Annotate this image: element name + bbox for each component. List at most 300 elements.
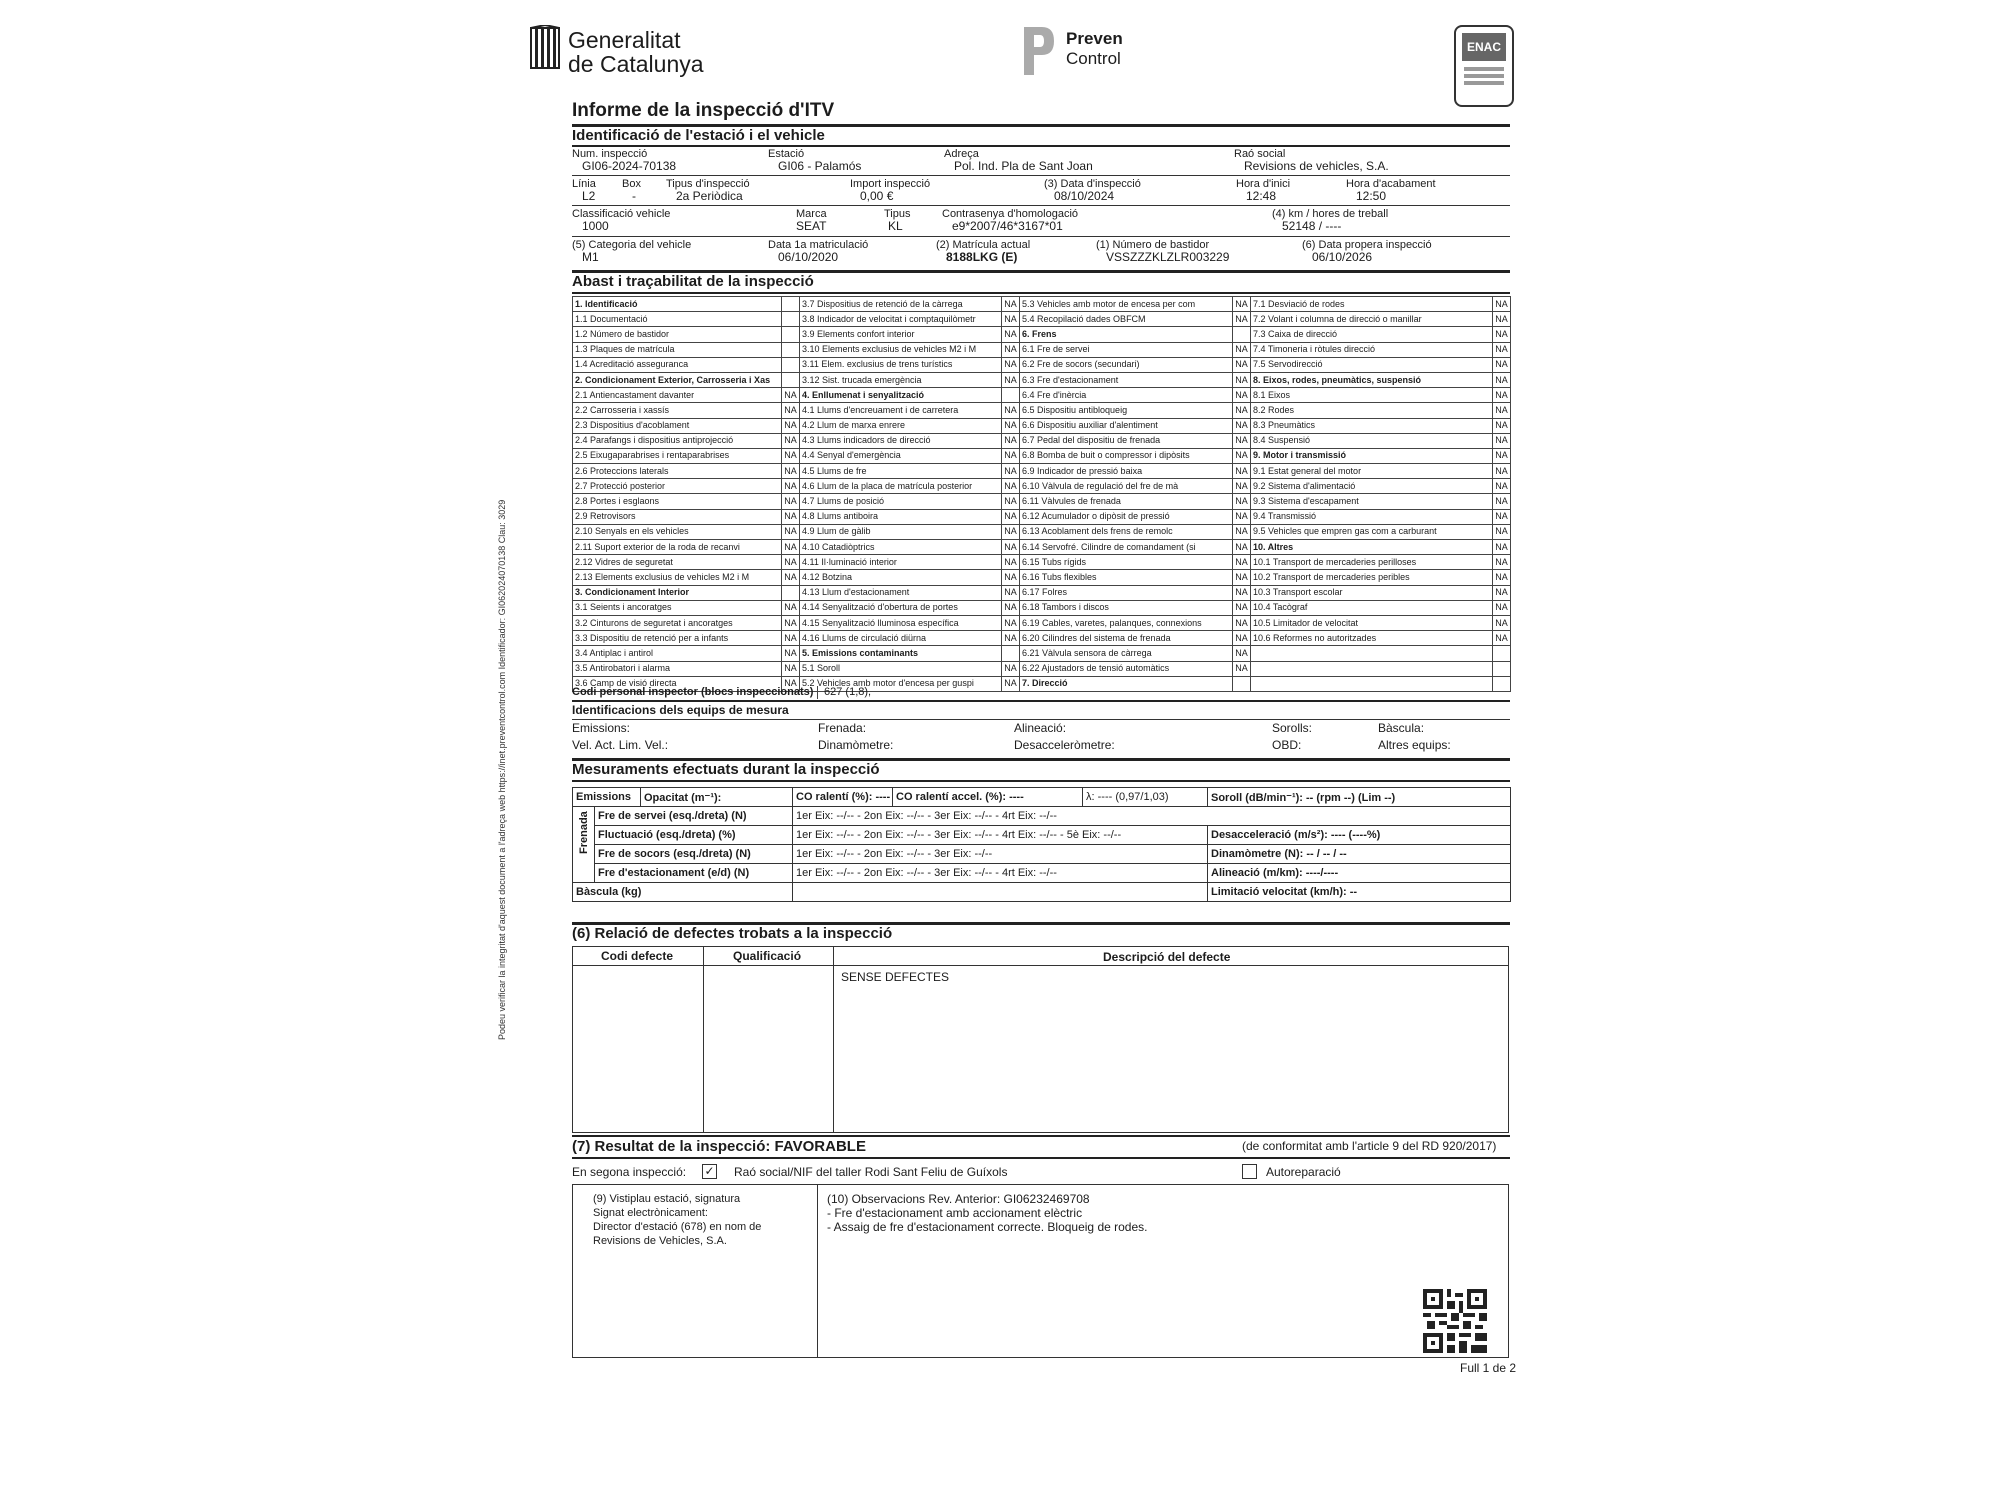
scope-item: 6.22 Ajustadors de tensió automàtics [1020, 661, 1233, 676]
equip-frenada: Frenada: [818, 721, 867, 735]
scope-status: NA [1493, 327, 1511, 342]
equip-block [572, 722, 1510, 756]
scope-status: NA [1002, 357, 1020, 372]
defects-text: SENSE DEFECTES [841, 970, 950, 984]
value-matricula: 8188LKG (E) [946, 250, 1018, 264]
section-ident-title: Identificació de l'estació i el vehicle [572, 127, 825, 144]
scope-status: NA [1002, 524, 1020, 539]
scope-status: NA [1493, 615, 1511, 630]
verification-note: Podeu verificar la integritat d'aquest document a l'adreça web https://inet.preventcontrol.com Identificador: GI062024070138 Clau: 3029 [497, 499, 507, 1040]
scope-item: 10. Altres [1251, 540, 1493, 555]
scope-status: NA [782, 676, 800, 691]
label-tipus-inspeccio: Tipus d'inspecció [666, 178, 750, 190]
scope-item: 1.4 Acreditació asseguranca [573, 357, 782, 372]
scope-status: NA [1233, 403, 1251, 418]
scope-status: NA [1233, 661, 1251, 676]
scope-item: 3.1 Seients i ancoratges [573, 600, 782, 615]
scope-item: 4.4 Senyal d'emergència [800, 448, 1002, 463]
value-categoria: M1 [582, 250, 599, 264]
scope-item: 5.3 Vehicles amb motor de encesa per com [1020, 297, 1233, 312]
meas-bascula: Bàscula (kg) [573, 883, 793, 902]
scope-item: 3.10 Elements exclusius de vehicles M2 i M [800, 342, 1002, 357]
scope-item: 10.6 Reformes no autoritzades [1251, 631, 1493, 646]
scope-item: 8.3 Pneumàtics [1251, 418, 1493, 433]
prevent-logo-icon [1020, 25, 1056, 77]
inspection-report-page [530, 20, 1530, 1490]
brake-estacionament-values: 1er Eix: --/-- - 2on Eix: --/-- - 3er Eix: --/-- - 4rt Eix: --/-- [793, 864, 1208, 883]
defects-col-desc: Descripció del defecte [1103, 950, 1231, 964]
scope-item: 2.11 Suport exterior de la roda de recanvi [573, 540, 782, 555]
enac-badge [1454, 25, 1514, 107]
scope-item: 6.21 Vàlvula sensora de càrrega [1020, 646, 1233, 661]
scope-status: NA [782, 540, 800, 555]
scope-row [573, 403, 1511, 418]
scope-status: NA [1493, 357, 1511, 372]
scope-item: 1.2 Número de bastidor [573, 327, 782, 342]
scope-row [573, 327, 1511, 342]
scope-item: 2.13 Elements exclusius de vehicles M2 i M [573, 570, 782, 585]
defects-col-code: Codi defecte [601, 949, 674, 963]
scope-item: 3.4 Antiplac i antirol [573, 646, 782, 661]
equip-emissions: Emissions: [572, 721, 631, 735]
scope-item: 6.13 Acoblament dels frens de remolc [1020, 524, 1233, 539]
value-linia: L2 [582, 189, 596, 203]
label-classificacio: Classificació vehicle [572, 208, 671, 220]
scope-status: NA [782, 646, 800, 661]
scope-item: 10.4 Tacògraf [1251, 600, 1493, 615]
scope-status: NA [782, 661, 800, 676]
scope-item: 2.12 Vidres de seguretat [573, 555, 782, 570]
signature-line3: Director d'estació (678) en nom de [593, 1221, 762, 1233]
scope-row [573, 615, 1511, 630]
meas-co-accel: CO ralentí accel. (%): ---- [893, 788, 1083, 807]
scope-status: NA [1002, 403, 1020, 418]
scope-status: NA [1002, 448, 1020, 463]
scope-status: NA [1493, 403, 1511, 418]
second-inspection-checkbox[interactable]: ✓ [702, 1164, 717, 1179]
scope-item: 2.10 Senyals en els vehicles [573, 524, 782, 539]
section-meas-title: Mesuraments efectuats durant la inspecció [572, 761, 880, 778]
scope-status: NA [1493, 540, 1511, 555]
scope-status: NA [1493, 509, 1511, 524]
brake-alineacio: Alineació (m/km): ----/---- [1208, 864, 1511, 883]
scope-item: 10.5 Limitador de velocitat [1251, 615, 1493, 630]
defects-col-qual: Qualificació [733, 949, 802, 963]
inspector-value: 627 (1,8), [824, 686, 872, 698]
autoreparacio-label: Autoreparació [1266, 1165, 1341, 1179]
scope-status: NA [1233, 357, 1251, 372]
scope-status: NA [1233, 433, 1251, 448]
scope-row [573, 570, 1511, 585]
scope-item: 2.7 Protecció posterior [573, 479, 782, 494]
scope-item: 9.4 Transmissió [1251, 509, 1493, 524]
scope-status: NA [1493, 464, 1511, 479]
scope-item: 8. Eixos, rodes, pneumàtics, suspensió [1251, 372, 1493, 387]
scope-item: 6.11 Vàlvules de frenada [1020, 494, 1233, 509]
label-adreca: Adreça [944, 148, 979, 160]
scope-status: NA [1002, 372, 1020, 387]
scope-item: 1. Identificació [573, 297, 782, 312]
scope-item: 7.4 Timoneria i ròtules direcció [1251, 342, 1493, 357]
signature-line4: Revisions de Vehicles, S.A. [593, 1235, 727, 1247]
scope-status [782, 357, 800, 372]
result-title: (7) Resultat de la inspecció: FAVORABLE [572, 1138, 866, 1155]
signature-line2: Signat electrònicament: [593, 1207, 708, 1219]
value-hora-inici: 12:48 [1246, 189, 1277, 203]
scope-item: 2.9 Retrovisors [573, 509, 782, 524]
scope-row [573, 555, 1511, 570]
scope-row [573, 585, 1511, 600]
meas-emissions-label: Emissions [573, 788, 641, 807]
section-scope-title: Abast i traçabilitat de la inspecció [572, 273, 814, 290]
value-classificacio: 1000 [582, 219, 609, 233]
scope-row [573, 433, 1511, 448]
scope-item: 6.4 Fre d'inèrcia [1020, 388, 1233, 403]
scope-item: 8.4 Suspensió [1251, 433, 1493, 448]
measurements-table [572, 787, 1511, 902]
scope-item: 5.1 Soroll [800, 661, 1002, 676]
scope-status: NA [1233, 312, 1251, 327]
brake-socors-label: Fre de socors (esq./dreta) (N) [595, 845, 793, 864]
scope-item: 8.2 Rodes [1251, 403, 1493, 418]
scope-item: 6.1 Fre de servei [1020, 342, 1233, 357]
brake-desacceleracio: Desacceleració (m/s²): ---- (----%) [1208, 826, 1511, 845]
scope-item: 3.3 Dispositiu de retenció per a infants [573, 631, 782, 646]
scope-item: 3.12 Sist. trucada emergència [800, 372, 1002, 387]
scope-status: NA [1493, 418, 1511, 433]
label-box: Box [622, 178, 641, 190]
scope-status: NA [1493, 600, 1511, 615]
scope-row [573, 646, 1511, 661]
scope-table [572, 296, 1511, 692]
scope-row [573, 600, 1511, 615]
scope-status: NA [1002, 570, 1020, 585]
value-data-matriculacio: 06/10/2020 [778, 250, 839, 264]
scope-status: NA [1233, 540, 1251, 555]
meas-co-ralenti: CO ralentí (%): ---- [793, 788, 893, 807]
scope-status: NA [1002, 600, 1020, 615]
scope-status: NA [1233, 509, 1251, 524]
scope-status: NA [1233, 585, 1251, 600]
scope-item: 4.1 Llums d'encreuament i de carretera [800, 403, 1002, 418]
scope-item: 6.15 Tubs rígids [1020, 555, 1233, 570]
scope-item: 2.2 Carrosseria i xassís [573, 403, 782, 418]
scope-item: 3.7 Dispositius de retenció de la càrrega [800, 297, 1002, 312]
scope-item: 4.8 Llums antiboira [800, 509, 1002, 524]
scope-item: 5.2 Vehicles amb motor d'encesa per guspi [800, 676, 1002, 691]
defects-table [572, 946, 1509, 1133]
equip-sorolls: Sorolls: [1272, 721, 1313, 735]
brake-fluctuacio-values: 1er Eix: --/-- - 2on Eix: --/-- - 3er Eix: --/-- - 4rt Eix: --/-- - 5è Eix: --/-- [793, 826, 1208, 845]
scope-item: 4.10 Catadiòptrics [800, 540, 1002, 555]
value-num-inspeccio: GI06-2024-70138 [582, 159, 677, 173]
scope-item: 6.19 Cables, varetes, palanques, connexions [1020, 615, 1233, 630]
scope-status: NA [1493, 297, 1511, 312]
value-homologacio: e9*2007/46*3167*01 [952, 219, 1063, 233]
autoreparacio-checkbox[interactable] [1242, 1164, 1257, 1179]
brake-servei-values: 1er Eix: --/-- - 2on Eix: --/-- - 3er Eix: --/-- - 4rt Eix: --/-- [793, 807, 1511, 826]
scope-item: 6.8 Bomba de buit o compressor i dipòsits [1020, 448, 1233, 463]
scope-status: NA [1233, 297, 1251, 312]
scope-row [573, 494, 1511, 509]
scope-status: NA [1493, 524, 1511, 539]
scope-status: NA [782, 433, 800, 448]
scope-status [782, 297, 800, 312]
scope-item: 10.3 Transport escolar [1251, 585, 1493, 600]
scope-item: 4.9 Llum de gàlib [800, 524, 1002, 539]
scope-item: 6.20 Cilindres del sistema de frenada [1020, 631, 1233, 646]
scope-item: 1.3 Plaques de matrícula [573, 342, 782, 357]
equip-vel-act: Vel. Act. Lim. Vel.: [572, 738, 669, 752]
scope-status: NA [1493, 388, 1511, 403]
scope-status: NA [1233, 418, 1251, 433]
value-adreca: Pol. Ind. Pla de Sant Joan [954, 159, 1093, 173]
second-inspection-label: En segona inspecció: [572, 1165, 687, 1179]
brand-line1: Preven [1066, 29, 1123, 48]
scope-status: NA [1233, 631, 1251, 646]
scope-status: NA [1002, 433, 1020, 448]
scope-status: NA [1493, 631, 1511, 646]
brake-estacionament-label: Fre d'estacionament (e/d) (N) [595, 864, 793, 883]
scope-item: 4.13 Llum d'estacionament [800, 585, 1002, 600]
scope-item: 9.2 Sistema d'alimentació [1251, 479, 1493, 494]
scope-row [573, 297, 1511, 312]
scope-item: 5.4 Recopilació dades OBFCM [1020, 312, 1233, 327]
scope-item: 8.1 Eixos [1251, 388, 1493, 403]
label-km: (4) km / hores de treball [1272, 208, 1389, 220]
scope-status: NA [1233, 524, 1251, 539]
scope-item: 6.7 Pedal del dispositiu de frenada [1020, 433, 1233, 448]
scope-status: NA [782, 600, 800, 615]
scope-status: NA [782, 524, 800, 539]
brake-fluctuacio-label: Fluctuació (esq./dreta) (%) [595, 826, 793, 845]
value-bastidor: VSSZZZKLZLR003229 [1106, 250, 1230, 264]
scope-row [573, 448, 1511, 463]
scope-item: 2.1 Antiencastament davanter [573, 388, 782, 403]
scope-status: NA [1233, 555, 1251, 570]
scope-status [1002, 388, 1020, 403]
value-km: 52148 / ---- [1282, 219, 1342, 233]
scope-item: 6.2 Fre de socors (secundari) [1020, 357, 1233, 372]
scope-item: 4. Enllumenat i senyalització [800, 388, 1002, 403]
scope-row [573, 342, 1511, 357]
value-estacio: GI06 - Palamós [778, 159, 862, 173]
scope-status: NA [782, 570, 800, 585]
scope-item: 3. Condicionament Interior [573, 585, 782, 600]
scope-item: 6.3 Fre d'estacionament [1020, 372, 1233, 387]
scope-status: NA [1493, 570, 1511, 585]
scope-item: 7.1 Desviació de rodes [1251, 297, 1493, 312]
scope-status: NA [1002, 509, 1020, 524]
scope-status: NA [782, 403, 800, 418]
scope-item: 7.3 Caixa de direcció [1251, 327, 1493, 342]
scope-item: 4.15 Senyalització lluminosa específica [800, 615, 1002, 630]
qr-code-icon [1423, 1289, 1487, 1353]
label-data-matriculacio: Data 1a matriculació [768, 239, 869, 251]
meas-frenada-label: Frenada [577, 810, 590, 854]
scope-item: 6.9 Indicador de pressió baixa [1020, 464, 1233, 479]
label-hora-inici: Hora d'inici [1236, 178, 1291, 190]
scope-status: NA [1002, 297, 1020, 312]
scope-status: NA [1233, 479, 1251, 494]
signature-line1: (9) Vistiplau estació, signatura [593, 1193, 741, 1205]
scope-item: 6.18 Tambors i discos [1020, 600, 1233, 615]
scope-row [573, 509, 1511, 524]
scope-status: NA [1493, 479, 1511, 494]
scope-status [782, 585, 800, 600]
scope-item: 4.7 Llums de posició [800, 494, 1002, 509]
scope-item: 10.2 Transport de mercaderies peribles [1251, 570, 1493, 585]
scope-status: NA [1233, 600, 1251, 615]
scope-item: 4.3 Llums indicadors de direcció [800, 433, 1002, 448]
scope-status: NA [1002, 631, 1020, 646]
equip-desaccelerometre: Desacceleròmetre: [1014, 738, 1115, 752]
equip-alineacio: Alineació: [1014, 721, 1067, 735]
scope-status: NA [782, 418, 800, 433]
scope-row [573, 524, 1511, 539]
value-import: 0,00 € [860, 189, 894, 203]
page-number: Full 1 de 2 [1460, 1361, 1517, 1375]
label-estacio: Estació [768, 148, 805, 160]
value-tipus-inspeccio: 2a Periòdica [676, 189, 743, 203]
scope-status: NA [1002, 327, 1020, 342]
scope-item: 2.3 Dispositius d'acoblament [573, 418, 782, 433]
scope-status: NA [1002, 312, 1020, 327]
scope-item: 3.11 Elem. exclusius de trens turístics [800, 357, 1002, 372]
equip-bascula: Bàscula: [1378, 721, 1425, 735]
label-data-inspeccio: (3) Data d'inspecció [1044, 178, 1141, 190]
value-rao-social: Revisions de vehicles, S.A. [1244, 159, 1389, 173]
value-box: - [632, 189, 636, 203]
scope-row [573, 388, 1511, 403]
scope-status: NA [1493, 494, 1511, 509]
label-homologacio: Contrasenya d'homologació [942, 208, 1079, 220]
scope-status: NA [1002, 555, 1020, 570]
scope-status: NA [1493, 372, 1511, 387]
observations-line1: (10) Observacions Rev. Anterior: GI06232469708 [827, 1192, 1090, 1206]
brake-servei-label: Fre de servei (esq./dreta) (N) [595, 807, 793, 826]
label-tipus: Tipus [884, 208, 911, 220]
scope-item: 9.3 Sistema d'escapament [1251, 494, 1493, 509]
scope-status: NA [1493, 585, 1511, 600]
scope-status [782, 312, 800, 327]
scope-item [1251, 661, 1493, 676]
scope-status [1233, 327, 1251, 342]
scope-status: NA [782, 555, 800, 570]
taller-info: Raó social/NIF del taller Rodi Sant Feliu de Guíxols [734, 1165, 1008, 1179]
scope-item: 4.2 Llum de marxa enrere [800, 418, 1002, 433]
value-hora-acabament: 12:50 [1356, 189, 1387, 203]
label-marca: Marca [796, 208, 827, 220]
scope-item: 3.5 Antirobatori i alarma [573, 661, 782, 676]
scope-item: 9.1 Estat general del motor [1251, 464, 1493, 479]
value-data-inspeccio: 08/10/2024 [1054, 189, 1115, 203]
scope-row [573, 631, 1511, 646]
label-propera-inspeccio: (6) Data propera inspecció [1302, 239, 1432, 251]
equip-dinamometre: Dinamòmetre: [818, 738, 894, 752]
scope-status: NA [1233, 448, 1251, 463]
scope-item: 3.8 Indicador de velocitat i comptaquilòmetr [800, 312, 1002, 327]
scope-item: 6.17 Folres [1020, 585, 1233, 600]
meas-soroll: Soroll (dB/min⁻¹): -- (rpm --) (Lim --) [1208, 788, 1511, 807]
scope-status: NA [1002, 676, 1020, 691]
result-note: (de conformitat amb l'article 9 del RD 920/2017) [1242, 1139, 1497, 1153]
scope-item: 10.1 Transport de mercaderies perilloses [1251, 555, 1493, 570]
scope-item: 9.5 Vehicles que empren gas com a carburant [1251, 524, 1493, 539]
scope-status: NA [1002, 342, 1020, 357]
scope-item: 3.6 Camp de visió directa [573, 676, 782, 691]
scope-item: 6.14 Servofré. Cilindre de comandament (si [1020, 540, 1233, 555]
scope-row [573, 312, 1511, 327]
scope-status: NA [1493, 433, 1511, 448]
scope-status: NA [1233, 646, 1251, 661]
observations-line2: - Fre d'estacionament amb accionament elèctric [827, 1206, 1083, 1220]
org-name-line1: Generalitat [568, 27, 681, 53]
scope-status: NA [1493, 448, 1511, 463]
section-equip-title: Identificacions dels equips de mesura [572, 703, 789, 717]
scope-status: NA [1493, 342, 1511, 357]
label-hora-acabament: Hora d'acabament [1346, 178, 1436, 190]
label-num-inspeccio: Num. inspecció [572, 148, 648, 160]
scope-item: 3.9 Elements confort interior [800, 327, 1002, 342]
scope-item: 9. Motor i transmissió [1251, 448, 1493, 463]
scope-item: 4.16 Llums de circulació diürna [800, 631, 1002, 646]
scope-status: NA [1002, 418, 1020, 433]
scope-status [1493, 661, 1511, 676]
scope-status [782, 342, 800, 357]
scope-item: 7.5 Servodirecció [1251, 357, 1493, 372]
scope-item: 6.5 Dispositiu antibloqueig [1020, 403, 1233, 418]
scope-item: 1.1 Documentació [573, 312, 782, 327]
label-categoria: (5) Categoria del vehicle [572, 239, 692, 251]
scope-item: 2.8 Portes i esglaons [573, 494, 782, 509]
scope-status: NA [782, 615, 800, 630]
scope-item: 2.4 Parafangs i dispositius antiprojecció [573, 433, 782, 448]
scope-item: 6.10 Vàlvula de regulació del fre de mà [1020, 479, 1233, 494]
label-bastidor: (1) Número de bastidor [1096, 239, 1210, 251]
scope-status: NA [1233, 372, 1251, 387]
scope-status: NA [1002, 661, 1020, 676]
scope-status: NA [1002, 464, 1020, 479]
label-matricula: (2) Matrícula actual [936, 239, 1031, 251]
inspector-row [572, 684, 1510, 699]
signature-observations-box [572, 1184, 1509, 1358]
enac-label: ENAC [1462, 33, 1506, 61]
scope-item: 6.16 Tubs flexibles [1020, 570, 1233, 585]
scope-row [573, 418, 1511, 433]
scope-item: 4.6 Llum de la placa de matrícula posterior [800, 479, 1002, 494]
scope-status [1493, 646, 1511, 661]
meas-lambda: λ: ---- (0,97/1,03) [1083, 788, 1208, 807]
scope-row [573, 479, 1511, 494]
scope-status: NA [1002, 479, 1020, 494]
scope-status: NA [782, 479, 800, 494]
scope-status [1002, 646, 1020, 661]
scope-item: 4.14 Senyalització d'obertura de portes [800, 600, 1002, 615]
value-marca: SEAT [796, 219, 827, 233]
scope-status: NA [1233, 494, 1251, 509]
inspector-label: Codi personal inspector (blocs inspeccionats) [572, 686, 818, 699]
scope-item: 4.12 Botzina [800, 570, 1002, 585]
scope-row [573, 540, 1511, 555]
scope-row [573, 661, 1511, 676]
label-import: Import inspecció [850, 178, 931, 190]
scope-item: 7. Direcció [1020, 676, 1233, 691]
scope-status: NA [782, 509, 800, 524]
scope-status [782, 372, 800, 387]
scope-status: NA [782, 388, 800, 403]
observations-line3: - Assaig de fre d'estacionament correcte. Bloqueig de rodes. [827, 1220, 1148, 1234]
